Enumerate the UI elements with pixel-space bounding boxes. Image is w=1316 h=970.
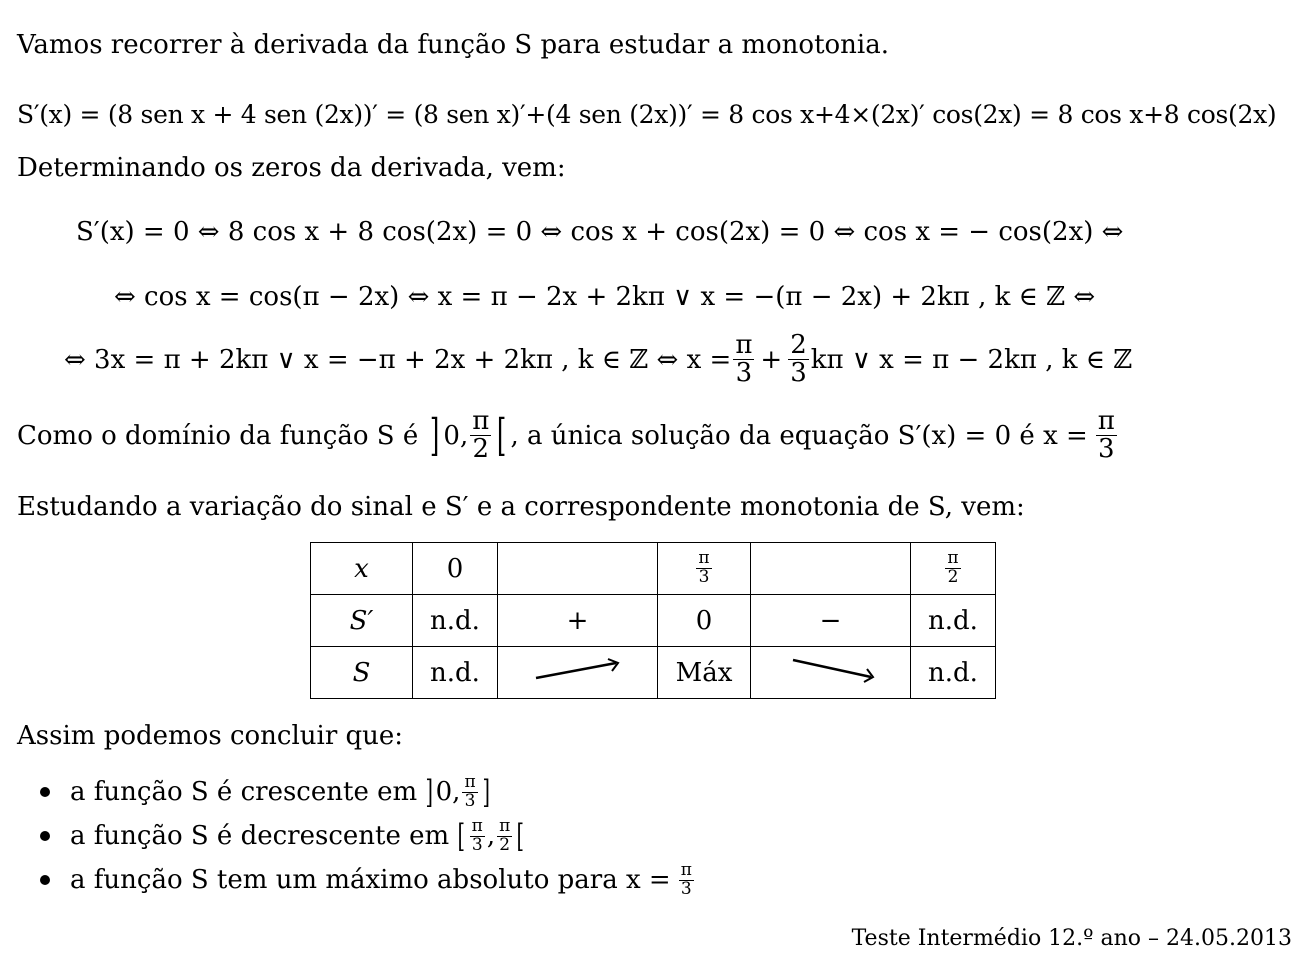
fraction-numerator: 2	[790, 330, 807, 360]
fraction-denominator: 2	[472, 434, 490, 465]
cell-empty	[498, 543, 658, 595]
table-row-function	[311, 647, 996, 699]
domain-text-a: Como o domínio da função S é	[17, 420, 419, 451]
fraction-pi-over-2	[497, 815, 512, 855]
close-bracket-glyph: [	[516, 817, 525, 855]
bullet-1-interval-start: 0,	[435, 777, 461, 807]
fraction-numerator: π	[471, 815, 483, 836]
footer-source: Teste Intermédio 12.º ano – 24.05.2013	[851, 926, 1292, 951]
intro-text: Vamos recorrer à derivada da função S para estudar a monotonia.	[17, 30, 889, 60]
cell-deriv-at-pi-over-2: n.d.	[911, 595, 996, 647]
fraction-pi-over-3	[470, 815, 485, 855]
domain-text-b: 0,	[443, 420, 469, 451]
fraction-numerator: π	[464, 771, 476, 792]
bullet-2-separator: ,	[486, 821, 496, 851]
fraction-denominator: 3	[735, 358, 753, 389]
conclusion-intro-text: Assim podemos concluir que:	[17, 721, 404, 751]
cell-x-0: 0	[413, 543, 498, 595]
fraction-denominator: 2	[499, 834, 511, 855]
open-bracket-glyph: [	[457, 817, 466, 855]
cell-x-pi-over-2	[911, 543, 996, 595]
open-bracket-glyph: ]	[425, 773, 434, 811]
fraction-denominator: 3	[680, 878, 692, 899]
fraction-denominator: 3	[698, 567, 710, 587]
row-label-derivative: S′	[311, 595, 413, 647]
bullet-icon	[40, 787, 50, 797]
cell-x-pi-over-3	[658, 543, 751, 595]
fraction-denominator: 2	[947, 567, 959, 587]
fraction-denominator: 3	[464, 790, 476, 811]
bullet-2-text: a função S é decrescente em	[70, 821, 450, 851]
cell-deriv-positive: +	[498, 595, 658, 647]
bullet-icon	[40, 831, 50, 841]
study-intro-text: Estudando a variação do sinal e S′ e a correspondente monotonia de S, vem:	[17, 492, 1025, 522]
cell-deriv-at-0: n.d.	[413, 595, 498, 647]
bullet-1-text: a função S é crescente em	[70, 777, 418, 807]
fraction-numerator: π	[1097, 406, 1115, 436]
fraction-numerator: π	[472, 406, 490, 436]
open-bracket-glyph: ]	[430, 409, 440, 461]
equation-line-2: ⇔ cos x = cos(π − 2x) ⇔ x = π − 2x + 2kπ ∨ x = −(π − 2x) + 2kπ , k ∈ ℤ ⇔	[114, 282, 1096, 312]
fraction-pi-over-3	[733, 332, 754, 388]
list-item	[40, 814, 696, 858]
cell-s-max: Máx	[658, 647, 751, 699]
table-row-derivative	[311, 595, 996, 647]
fraction-pi-over-3	[696, 550, 711, 587]
cell-s-decreasing	[751, 647, 911, 699]
conclusion-list	[40, 770, 696, 902]
fraction-denominator: 3	[1098, 434, 1115, 465]
domain-text-c: , a única solução da equação S′(x) = 0 é x =	[510, 420, 1088, 451]
increasing-arrow-icon	[528, 654, 628, 684]
eq3-left: ⇔ 3x = π + 2kπ ∨ x = −π + 2x + 2kπ , k ∈ ℤ ⇔ x =	[64, 344, 732, 375]
close-bracket-glyph: ]	[482, 773, 490, 811]
cell-empty	[751, 543, 911, 595]
row-label-x: x	[311, 543, 413, 595]
cell-deriv-negative: −	[751, 595, 911, 647]
fraction-numerator: π	[698, 548, 710, 569]
zeros-intro-text: Determinando os zeros da derivada, vem:	[17, 153, 566, 183]
fraction-pi-over-3	[462, 771, 477, 811]
bullet-icon	[40, 875, 50, 885]
derivative-equation: S′(x) = (8 sen x + 4 sen (2x))′ = (8 sen x)′+(4 sen (2x))′ = 8 cos x+4×(2x)′ cos(2x) = 8 cos x+8 cos(2x)	[17, 100, 1277, 129]
domain-sentence	[17, 408, 1119, 464]
eq3-plus: +	[760, 344, 783, 375]
fraction-two-thirds	[788, 332, 809, 388]
fraction-numerator: π	[735, 330, 753, 360]
fraction-pi-over-3	[1096, 408, 1117, 464]
fraction-pi-over-3	[679, 859, 694, 899]
equation-line-1: S′(x) = 0 ⇔ 8 cos x + 8 cos(2x) = 0 ⇔ cos x + cos(2x) = 0 ⇔ cos x = − cos(2x) ⇔	[76, 217, 1124, 247]
fraction-pi-over-2	[470, 408, 491, 464]
table-row-x	[311, 543, 996, 595]
fraction-pi-over-2	[945, 550, 960, 587]
list-item	[40, 770, 696, 814]
cell-deriv-zero: 0	[658, 595, 751, 647]
bullet-3-text: a função S tem um máximo absoluto para x =	[70, 865, 671, 895]
cell-s-at-pi-over-2: n.d.	[911, 647, 996, 699]
eq3-right: kπ ∨ x = π − 2kπ , k ∈ ℤ	[810, 344, 1133, 375]
cell-s-increasing	[498, 647, 658, 699]
decreasing-arrow-icon	[781, 654, 881, 684]
close-bracket-glyph: [	[497, 409, 507, 461]
row-label-function: S	[311, 647, 413, 699]
fraction-denominator: 3	[471, 834, 483, 855]
fraction-numerator: π	[680, 859, 692, 880]
fraction-denominator: 3	[790, 358, 807, 389]
fraction-numerator: π	[499, 815, 511, 836]
equation-line-3	[64, 332, 1132, 388]
sign-variation-table	[310, 542, 996, 699]
list-item	[40, 858, 696, 902]
cell-s-at-0: n.d.	[413, 647, 498, 699]
fraction-numerator: π	[947, 548, 959, 569]
